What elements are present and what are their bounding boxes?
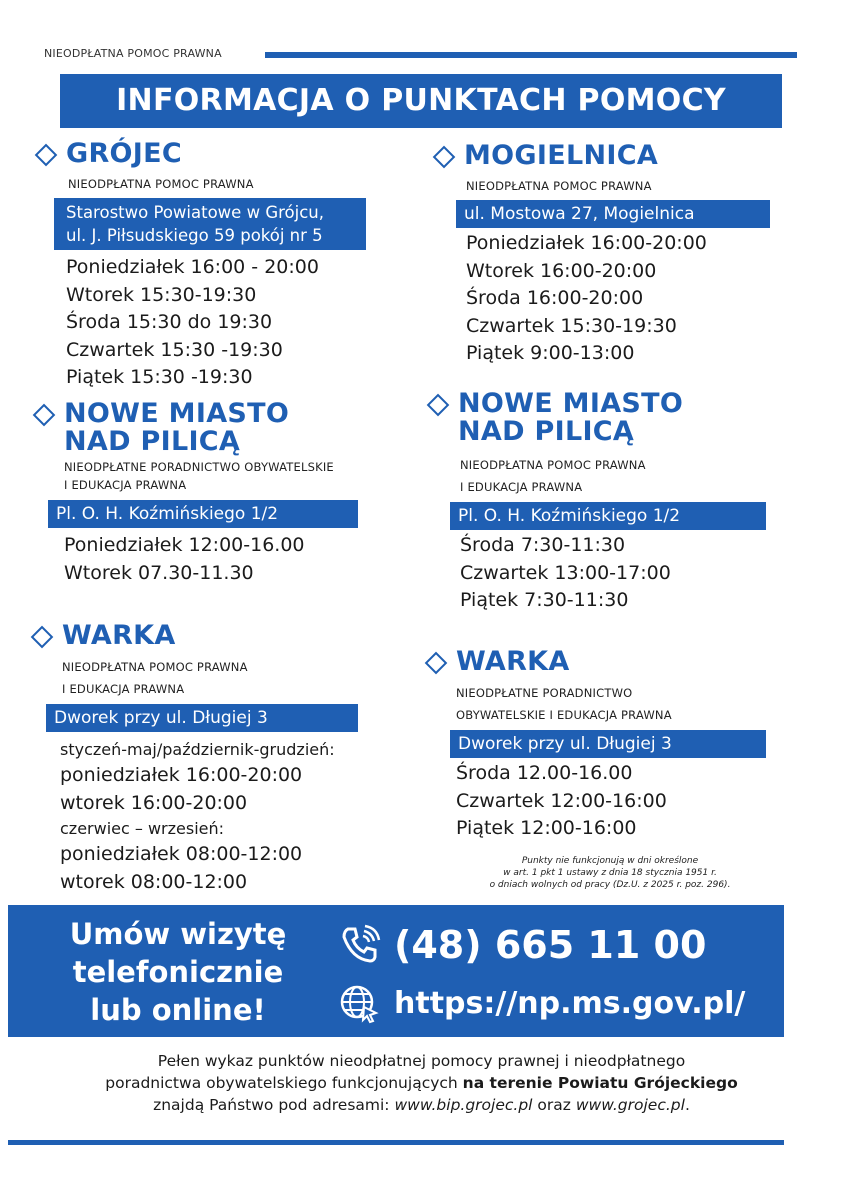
top-rule <box>265 52 797 58</box>
hours-line: Wtorek 15:30-19:30 <box>66 283 257 306</box>
website-link[interactable] <box>338 983 745 1025</box>
subtitle-line: OBYWATELSKIE I EDUKACJA PRAWNA <box>456 708 672 722</box>
subtitle-line: NIEODPŁATNE PORADNICTWO <box>456 686 633 700</box>
subtitle-line: NIEODPŁATNA POMOC PRAWNA <box>460 458 646 472</box>
subtitle-line: I EDUKACJA PRAWNA <box>460 480 583 494</box>
warka-right-heading <box>424 648 804 676</box>
cta-line: telefonicznie <box>72 955 284 989</box>
footer-line: Pełen wykaz punktów nieodpłatnej pomocy prawnej i nieodpłatnego <box>157 1052 686 1070</box>
note-line: Punkty nie funkcjonują w dni określone <box>521 856 699 866</box>
mogielnica-address: ul. Mostowa 27, Mogielnica <box>456 200 770 228</box>
note-line: o dniach wolnych od pracy (Dz.U. z 2025 r. poz. 296). <box>489 880 731 890</box>
page-title-banner: INFORMACJA O PUNKTACH POMOCY <box>60 74 782 128</box>
hours-line: wtorek 08:00-12:00 <box>60 870 248 893</box>
nowe-miasto-left-title <box>64 400 289 456</box>
title-line: NOWE MIASTO <box>458 388 684 419</box>
hours-line: Poniedziałek 16:00 - 20:00 <box>66 256 319 278</box>
footer-line <box>0 1094 843 1116</box>
diamond-icon <box>35 144 58 167</box>
bottom-rule <box>8 1140 784 1145</box>
warka-right-subtitle <box>456 682 804 726</box>
hours-line: Poniedziałek 12:00-16.00 <box>64 534 305 556</box>
hours-line: Czwartek 15:30 -19:30 <box>66 338 283 361</box>
warka-left-subtitle <box>62 656 420 700</box>
website-url-text: https://np.ms.gov.pl/ <box>394 986 746 1021</box>
section-mogielnica <box>432 142 812 368</box>
subtitle-line: I EDUKACJA PRAWNA <box>64 478 187 492</box>
hours-line: Środa 12.00-16.00 <box>456 762 633 784</box>
hours-line: Środa 15:30 do 19:30 <box>66 311 273 333</box>
warka-left-schedule <box>60 738 420 896</box>
diamond-icon <box>33 404 56 427</box>
grojec-address-box <box>54 198 366 250</box>
warka-left-address: Dworek przy ul. Długiej 3 <box>46 704 358 732</box>
hours-line: Piątek 15:30 -19:30 <box>66 366 253 388</box>
grojec-hours <box>66 254 414 392</box>
globe-cursor-icon <box>338 983 380 1025</box>
grojec-address-line2: ul. J. Piłsudskiego 59 pokój nr 5 <box>66 226 323 245</box>
grojec-subtitle: NIEODPŁATNA POMOC PRAWNA <box>68 177 254 191</box>
nowe-miasto-left-hours <box>64 532 412 587</box>
hours-line: Piątek 7:30-11:30 <box>460 589 629 611</box>
warka-right-hours <box>456 760 804 843</box>
diamond-icon <box>433 146 456 169</box>
hours-line: Środa 7:30-11:30 <box>460 534 626 556</box>
contact-banner <box>8 905 784 1037</box>
phone-icon <box>338 923 382 967</box>
cta-line: Umów wizytę <box>69 917 287 951</box>
section-grojec <box>34 140 414 392</box>
hours-line: wtorek 16:00-20:00 <box>60 791 248 814</box>
hours-line: Czwartek 12:00-16:00 <box>456 789 667 812</box>
section-warka-right <box>424 648 804 843</box>
grojec-address-line1: Starostwo Powiatowe w Grójcu, <box>66 203 324 222</box>
footer-text <box>0 1050 843 1116</box>
nowe-miasto-right-subtitle <box>460 454 806 498</box>
grojec-heading <box>34 140 414 168</box>
warka-left-title: WARKA <box>62 620 176 651</box>
nowe-miasto-right-hours <box>460 532 806 615</box>
nowe-miasto-right-address: Pl. O. H. Koźmińskiego 1/2 <box>450 502 766 530</box>
bip-link[interactable]: www.bip.grojec.pl <box>394 1096 533 1114</box>
hours-line: Wtorek 07.30-11.30 <box>64 561 254 584</box>
mogielnica-hours <box>466 230 812 368</box>
title-line: NAD PILICĄ <box>64 426 241 457</box>
phone-number-text: (48) 665 11 00 <box>394 923 707 967</box>
footer-text-part: poradnictwa obywatelskiego funkcjonujących <box>105 1074 463 1092</box>
mogielnica-heading <box>432 142 812 170</box>
mogielnica-subtitle: NIEODPŁATNA POMOC PRAWNA <box>466 179 652 193</box>
section-nowe-miasto-right <box>426 390 806 615</box>
hours-line: Piątek 9:00-13:00 <box>466 342 635 364</box>
cta-text <box>48 915 308 1029</box>
warka-right-title: WARKA <box>456 646 570 677</box>
hours-line: Środa 16:00-20:00 <box>466 287 644 309</box>
mogielnica-title: MOGIELNICA <box>464 140 659 171</box>
footer-emphasis: na terenie Powiatu Grójeckiego <box>462 1074 738 1092</box>
hours-line: poniedziałek 16:00-20:00 <box>60 764 303 786</box>
section-nowe-miasto-left <box>32 400 412 587</box>
title-line: NAD PILICĄ <box>458 416 635 447</box>
footer-line <box>0 1072 843 1094</box>
warka-left-heading <box>30 622 420 650</box>
subtitle-line: NIEODPŁATNE PORADNICTWO OBYWATELSKIE <box>64 460 334 474</box>
nowe-miasto-left-heading <box>32 400 412 456</box>
subtitle-line: NIEODPŁATNA POMOC PRAWNA <box>62 660 248 674</box>
nowe-miasto-left-subtitle <box>64 458 412 494</box>
hours-line: Czwartek 13:00-17:00 <box>460 561 671 584</box>
hours-line: Wtorek 16:00-20:00 <box>466 259 657 282</box>
footer-text-part: oraz <box>532 1096 576 1114</box>
cta-line: lub online! <box>90 993 266 1027</box>
note-line: w art. 1 pkt 1 ustawy z dnia 18 stycznia 1951 r. <box>503 868 717 878</box>
period-label: styczeń-maj/październik-grudzień: <box>60 740 335 759</box>
warka-right-address: Dworek przy ul. Długiej 3 <box>450 730 766 758</box>
nowe-miasto-right-title <box>458 390 683 446</box>
hours-line: Piątek 12:00-16:00 <box>456 817 637 839</box>
diamond-icon <box>427 394 450 417</box>
legal-note <box>450 855 770 891</box>
grojec-link[interactable]: www.grojec.pl <box>575 1096 685 1114</box>
period-label: czerwiec – wrzesień: <box>60 819 225 838</box>
diamond-icon <box>425 652 448 675</box>
nowe-miasto-right-heading <box>426 390 806 446</box>
top-label: NIEODPŁATNA POMOC PRAWNA <box>44 47 222 60</box>
title-line: NOWE MIASTO <box>64 398 290 429</box>
hours-line: Poniedziałek 16:00-20:00 <box>466 232 707 254</box>
hours-line: Czwartek 15:30-19:30 <box>466 314 677 337</box>
nowe-miasto-left-address: Pl. O. H. Koźmińskiego 1/2 <box>48 500 358 528</box>
hours-line: poniedziałek 08:00-12:00 <box>60 843 303 865</box>
footer-text-part: . <box>684 1096 690 1114</box>
phone-number[interactable] <box>338 923 706 967</box>
grojec-title: GRÓJEC <box>66 138 183 169</box>
diamond-icon <box>31 626 54 649</box>
subtitle-line: I EDUKACJA PRAWNA <box>62 682 185 696</box>
footer-text-part: znajdą Państwo pod adresami: <box>153 1096 395 1114</box>
section-warka-left <box>30 622 420 896</box>
